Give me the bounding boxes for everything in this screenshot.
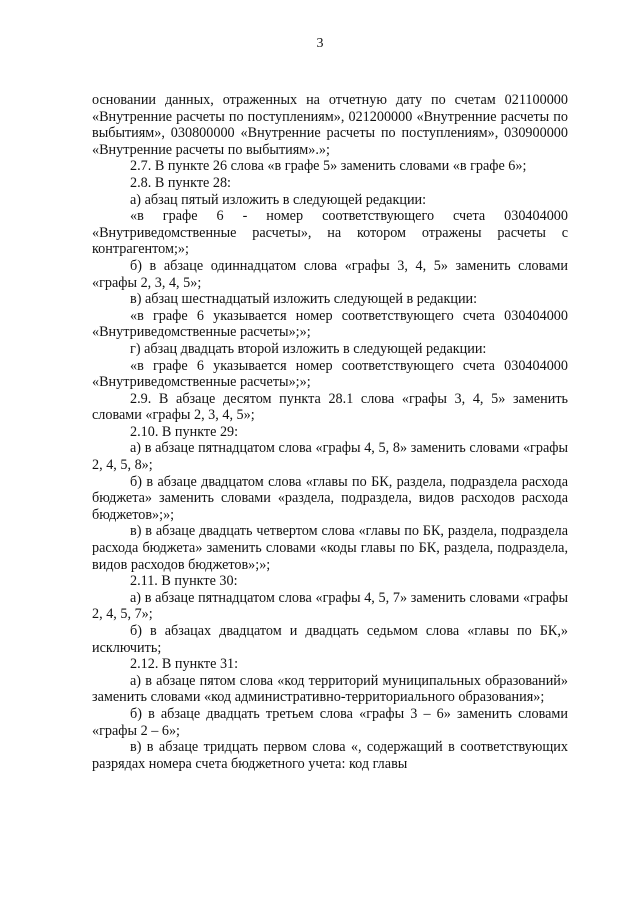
paragraph-11: 2.9. В абзаце десятом пункта 28.1 слова «графы 3, 4, 5» заменить словами «графы 2, 3, 4, 5»; (92, 390, 568, 424)
paragraph-13: а) в абзаце пятнадцатом слова «графы 4, 5, 8» заменить словами «графы 2, 4, 5, 8»; (92, 440, 568, 474)
paragraph-7: в) абзац шестнадцатый изложить следующей в редакции: (130, 291, 478, 308)
paragraph-19: 2.12. В пункте 31: (130, 656, 239, 673)
paragraph-17: а) в абзаце пятнадцатом слова «графы 4, 5, 7» заменить словами «графы 2, 4, 5, 7»; (92, 589, 568, 623)
page-number: 3 (316, 36, 324, 51)
paragraph-10: «в графе 6 указывается номер соответствующего счета 030404000 «Внутриведомственные расчеты»;»; (92, 357, 568, 391)
paragraph-8: «в графе 6 указывается номер соответствующего счета 030404000 «Внутриведомственные расчеты»;»; (92, 307, 568, 341)
paragraph-6: б) в абзаце одиннадцатом слова «графы 3, 4, 5» заменить словами «графы 2, 3, 4, 5»; (92, 257, 568, 291)
paragraph-4: а) абзац пятый изложить в следующей редакции: (130, 191, 427, 208)
paragraph-21: б) в абзаце двадцать третьем слова «графы 3 – 6» заменить словами «графы 2 – 6»; (92, 705, 568, 739)
paragraph-12: 2.10. В пункте 29: (130, 423, 239, 440)
paragraph-3: 2.8. В пункте 28: (130, 174, 231, 191)
paragraph-16: 2.11. В пункте 30: (130, 573, 238, 590)
paragraph-9: г) абзац двадцать второй изложить в следующей редакции: (130, 340, 487, 357)
paragraph-15: в) в абзаце двадцать четвертом слова «главы по БК, раздела, подраздела расхода бюджета» заменить словами «коды главы по БК, раздела, подраздела, видов расходов бюджетов»;»; (92, 523, 568, 573)
paragraph-20: а) в абзаце пятом слова «код территорий муниципальных образований» заменить словами «код административно-территориального образования»; (92, 672, 568, 706)
paragraph-1: основании данных, отраженных на отчетную дату по счетам 021100000 «Внутренние расчеты по поступлениям», 021200000 «Внутренние расчеты по выбытиям», 030800000 «Внутренние расчеты по поступлениям», 030900000 «Внутренние расчеты по выбытиям».»; (92, 92, 568, 158)
paragraph-2: 2.7. В пункте 26 слова «в графе 5» заменить словами «в графе 6»; (130, 158, 527, 175)
document-body (92, 92, 568, 772)
paragraph-14: б) в абзаце двадцатом слова «главы по БК, раздела, подраздела расхода бюджета» заменить словами «раздела, подраздела, видов расходов расхода бюджетов»;»; (92, 473, 568, 523)
paragraph-18: б) в абзацах двадцатом и двадцать седьмом слова «главы по БК,» исключить; (92, 623, 568, 656)
paragraph-22: в) в абзаце тридцать первом слова «, содержащий в соответствующих разрядах номера счета бюджетного учета: код главы (92, 739, 568, 772)
paragraph-5: «в графе 6 - номер соответствующего счета 030404000 «Внутриведомственные расчеты», на котором отражены расчеты с контрагентом;»; (92, 208, 568, 258)
